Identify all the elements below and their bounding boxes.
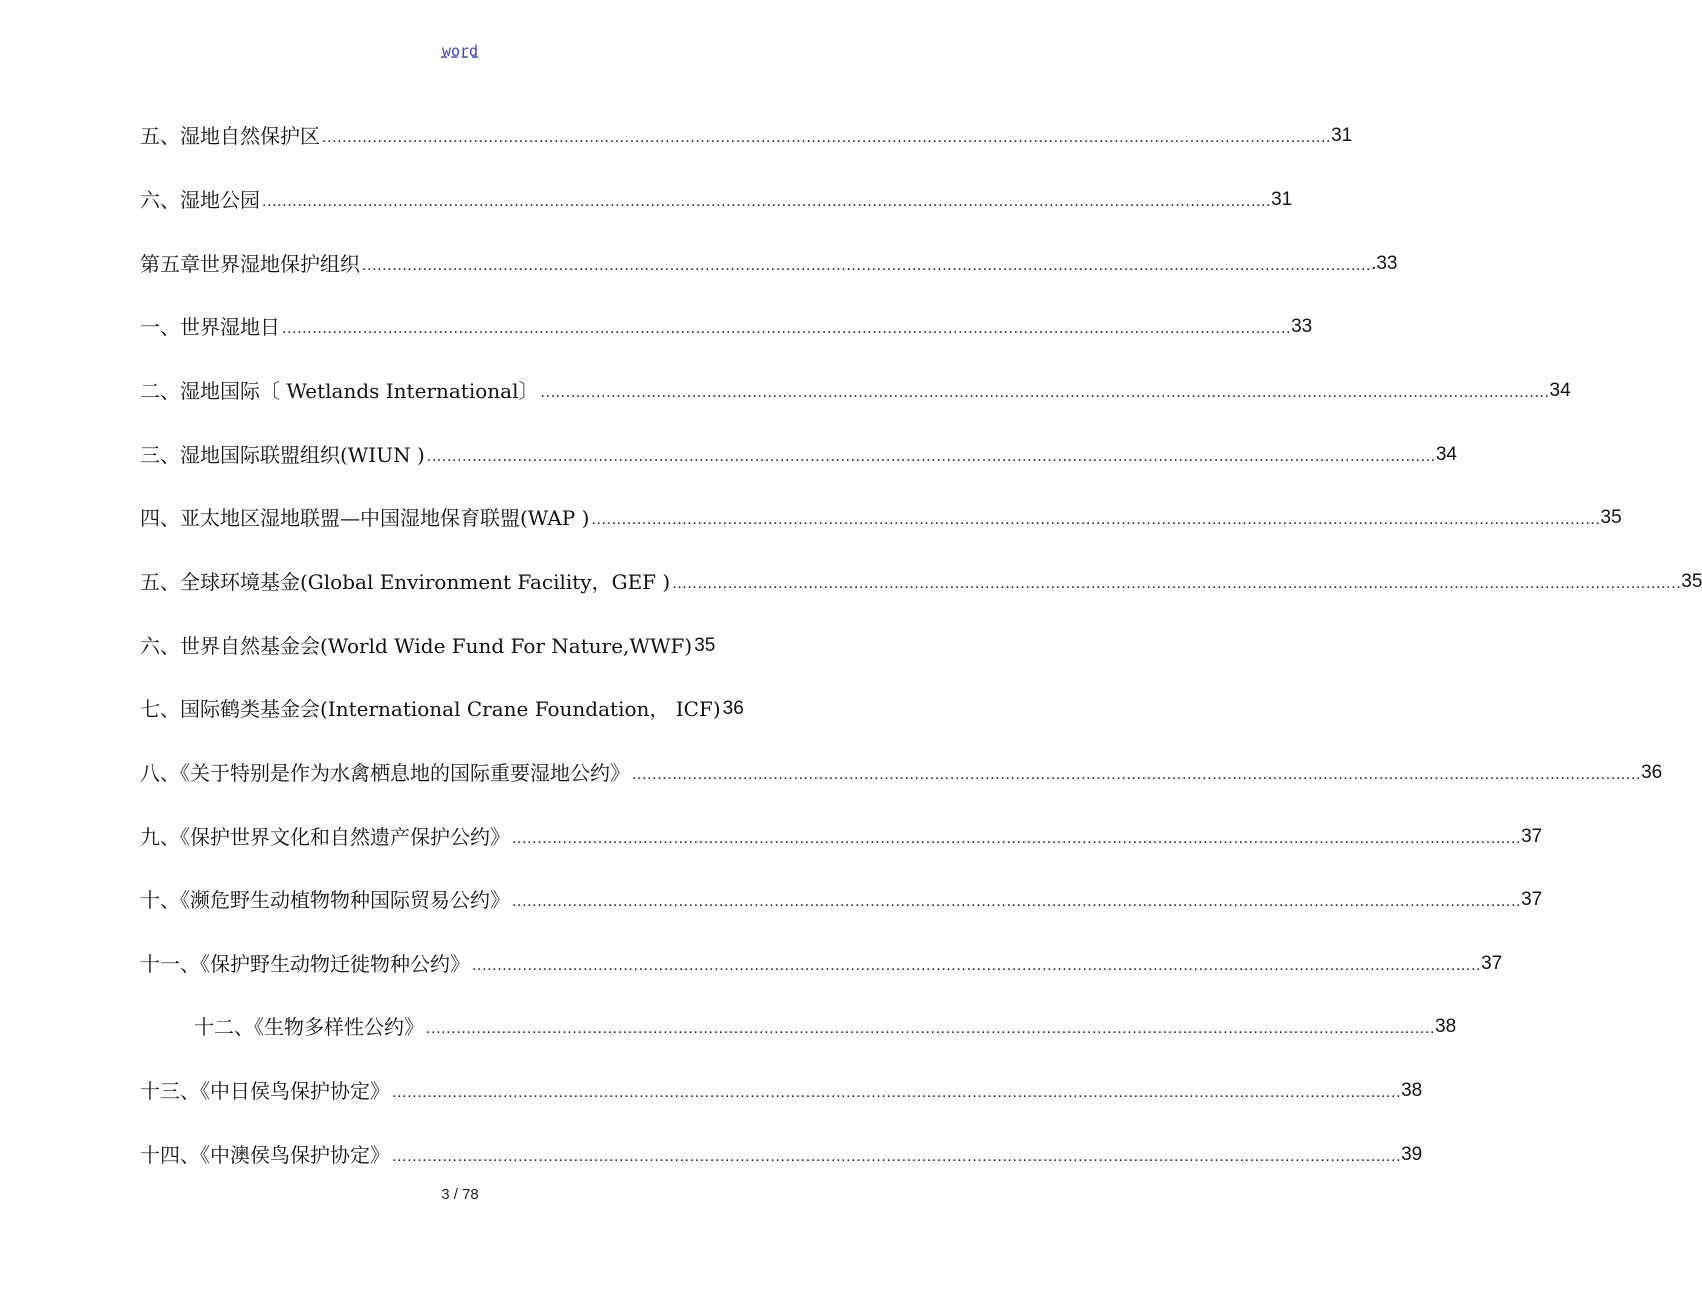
toc-entry-title: 五、全球环境基金(Global Environment Facility，GEF ) bbox=[140, 570, 671, 594]
toc-leader-dots: ........................................................................................................................................................................................................ bbox=[362, 257, 1372, 274]
toc-entry[interactable] bbox=[140, 631, 716, 661]
toc-entry[interactable] bbox=[140, 121, 1353, 151]
toc-entry[interactable] bbox=[140, 694, 744, 724]
toc-entry-page: 37 bbox=[1521, 889, 1543, 910]
toc-entry-title: 第五章世界湿地保护组织 bbox=[140, 252, 360, 276]
toc-entry-title: 四、亚太地区湿地联盟—中国湿地保育联盟(WAP ) bbox=[140, 506, 590, 530]
toc-entry[interactable] bbox=[140, 885, 1543, 915]
toc-leader-dots: ........................................................................................................................................................................................................ bbox=[512, 830, 1522, 847]
toc-entry[interactable] bbox=[140, 1140, 1423, 1170]
toc-leader-dots: ........................................................................................................................................................................................................ bbox=[392, 1084, 1402, 1101]
toc-leader-dots: ........................................................................................................................................................................................................ bbox=[591, 511, 1601, 528]
toc-entry[interactable] bbox=[140, 185, 1293, 215]
toc-entry-page: 35 bbox=[1681, 571, 1702, 592]
toc-entry-page: 31 bbox=[1331, 125, 1353, 146]
toc-leader-dots: ........................................................................................................................................................................................................ bbox=[426, 1020, 1436, 1037]
toc-leader-dots: ........................................................................................................................................................................................................ bbox=[512, 893, 1522, 910]
toc-entry-title: 十、《濒危野生动植物物种国际贸易公约》 bbox=[140, 888, 510, 912]
toc-entry-page: 38 bbox=[1435, 1016, 1457, 1037]
header-word-link[interactable]: word bbox=[441, 42, 479, 60]
toc-entry-title: 九、《保护世界文化和自然遗产保护公约》 bbox=[140, 825, 510, 849]
toc-entry-page: 31 bbox=[1271, 189, 1293, 210]
toc-entry-title: 六、世界自然基金会(World Wide Fund For Nature,WWF) bbox=[140, 634, 693, 658]
toc-entry-page: 39 bbox=[1401, 1144, 1423, 1165]
toc-entry-page: 34 bbox=[1435, 444, 1457, 465]
toc-entry-title: 十二、《生物多样性公约》 bbox=[194, 1015, 424, 1039]
toc-entry-page: 37 bbox=[1481, 953, 1503, 974]
toc-leader-dots: ........................................................................................................................................................................................................ bbox=[262, 193, 1272, 210]
toc-entry-title: 五、湿地自然保护区 bbox=[140, 124, 320, 148]
toc-leader-dots: ........................................................................................................................................................................................................ bbox=[540, 384, 1550, 401]
toc-entry-page: 37 bbox=[1521, 826, 1543, 847]
toc-entry-title: 二、湿地国际〔 Wetlands International〕 bbox=[140, 379, 539, 403]
toc-entry[interactable] bbox=[140, 249, 1398, 279]
toc-entry-page: 33 bbox=[1291, 316, 1313, 337]
toc-leader-dots: ........................................................................................................................................................................................................ bbox=[472, 957, 1482, 974]
toc-entry[interactable] bbox=[140, 822, 1543, 852]
toc-entry[interactable] bbox=[140, 376, 1571, 406]
toc-entry-title: 七、国际鹤类基金会(International Crane Foundation， ICF) bbox=[140, 697, 721, 721]
toc-entry-page: .33 bbox=[1371, 253, 1398, 274]
toc-entry-page: 35 bbox=[1600, 507, 1622, 528]
toc-entry-page: 34 bbox=[1549, 380, 1571, 401]
toc-leader-dots: ........................................................................................................................................................................................................ bbox=[322, 129, 1332, 146]
toc-entry-title: 八、《关于特别是作为水禽栖息地的国际重要湿地公约》 bbox=[140, 761, 630, 785]
toc-leader-dots: ........................................................................................................................................................................................................ bbox=[632, 766, 1642, 783]
toc-entry[interactable] bbox=[140, 503, 1622, 533]
toc-entry-title: 十三、《中日侯鸟保护协定》 bbox=[140, 1079, 390, 1103]
toc-entry-page: 36 bbox=[1641, 762, 1663, 783]
toc-entry-page: 36 bbox=[722, 698, 744, 719]
page-indicator: 3 / 78 bbox=[441, 1186, 479, 1203]
toc-entry[interactable] bbox=[140, 758, 1663, 788]
toc-entry[interactable] bbox=[140, 949, 1503, 979]
toc-leader-dots: ........................................................................................................................................................................................................ bbox=[392, 1148, 1402, 1165]
toc-entry[interactable] bbox=[140, 567, 1702, 597]
toc-entry-title: 十一、《保护野生动物迁徙物种公约》 bbox=[140, 952, 470, 976]
toc-entry[interactable] bbox=[140, 1076, 1423, 1106]
toc-entry[interactable] bbox=[140, 312, 1313, 342]
toc-leader-dots: ........................................................................................................................................................................................................ bbox=[426, 448, 1436, 465]
toc-entry-title: 六、湿地公园 bbox=[140, 188, 260, 212]
toc-leader-dots: ........................................................................................................................................................................................................ bbox=[282, 320, 1292, 337]
toc-entry-page: 35 bbox=[694, 635, 716, 656]
toc-entry-page: 38 bbox=[1401, 1080, 1423, 1101]
toc-entry[interactable] bbox=[140, 440, 1457, 470]
toc-entry-title: 三、湿地国际联盟组织(WIUN ) bbox=[140, 443, 425, 467]
toc-leader-dots: ........................................................................................................................................................................................................ bbox=[672, 575, 1682, 592]
toc-entry-title: 十四、《中澳侯鸟保护协定》 bbox=[140, 1143, 390, 1167]
toc-entry[interactable] bbox=[194, 1012, 1457, 1042]
toc-entry-title: 一、世界湿地日 bbox=[140, 315, 280, 339]
